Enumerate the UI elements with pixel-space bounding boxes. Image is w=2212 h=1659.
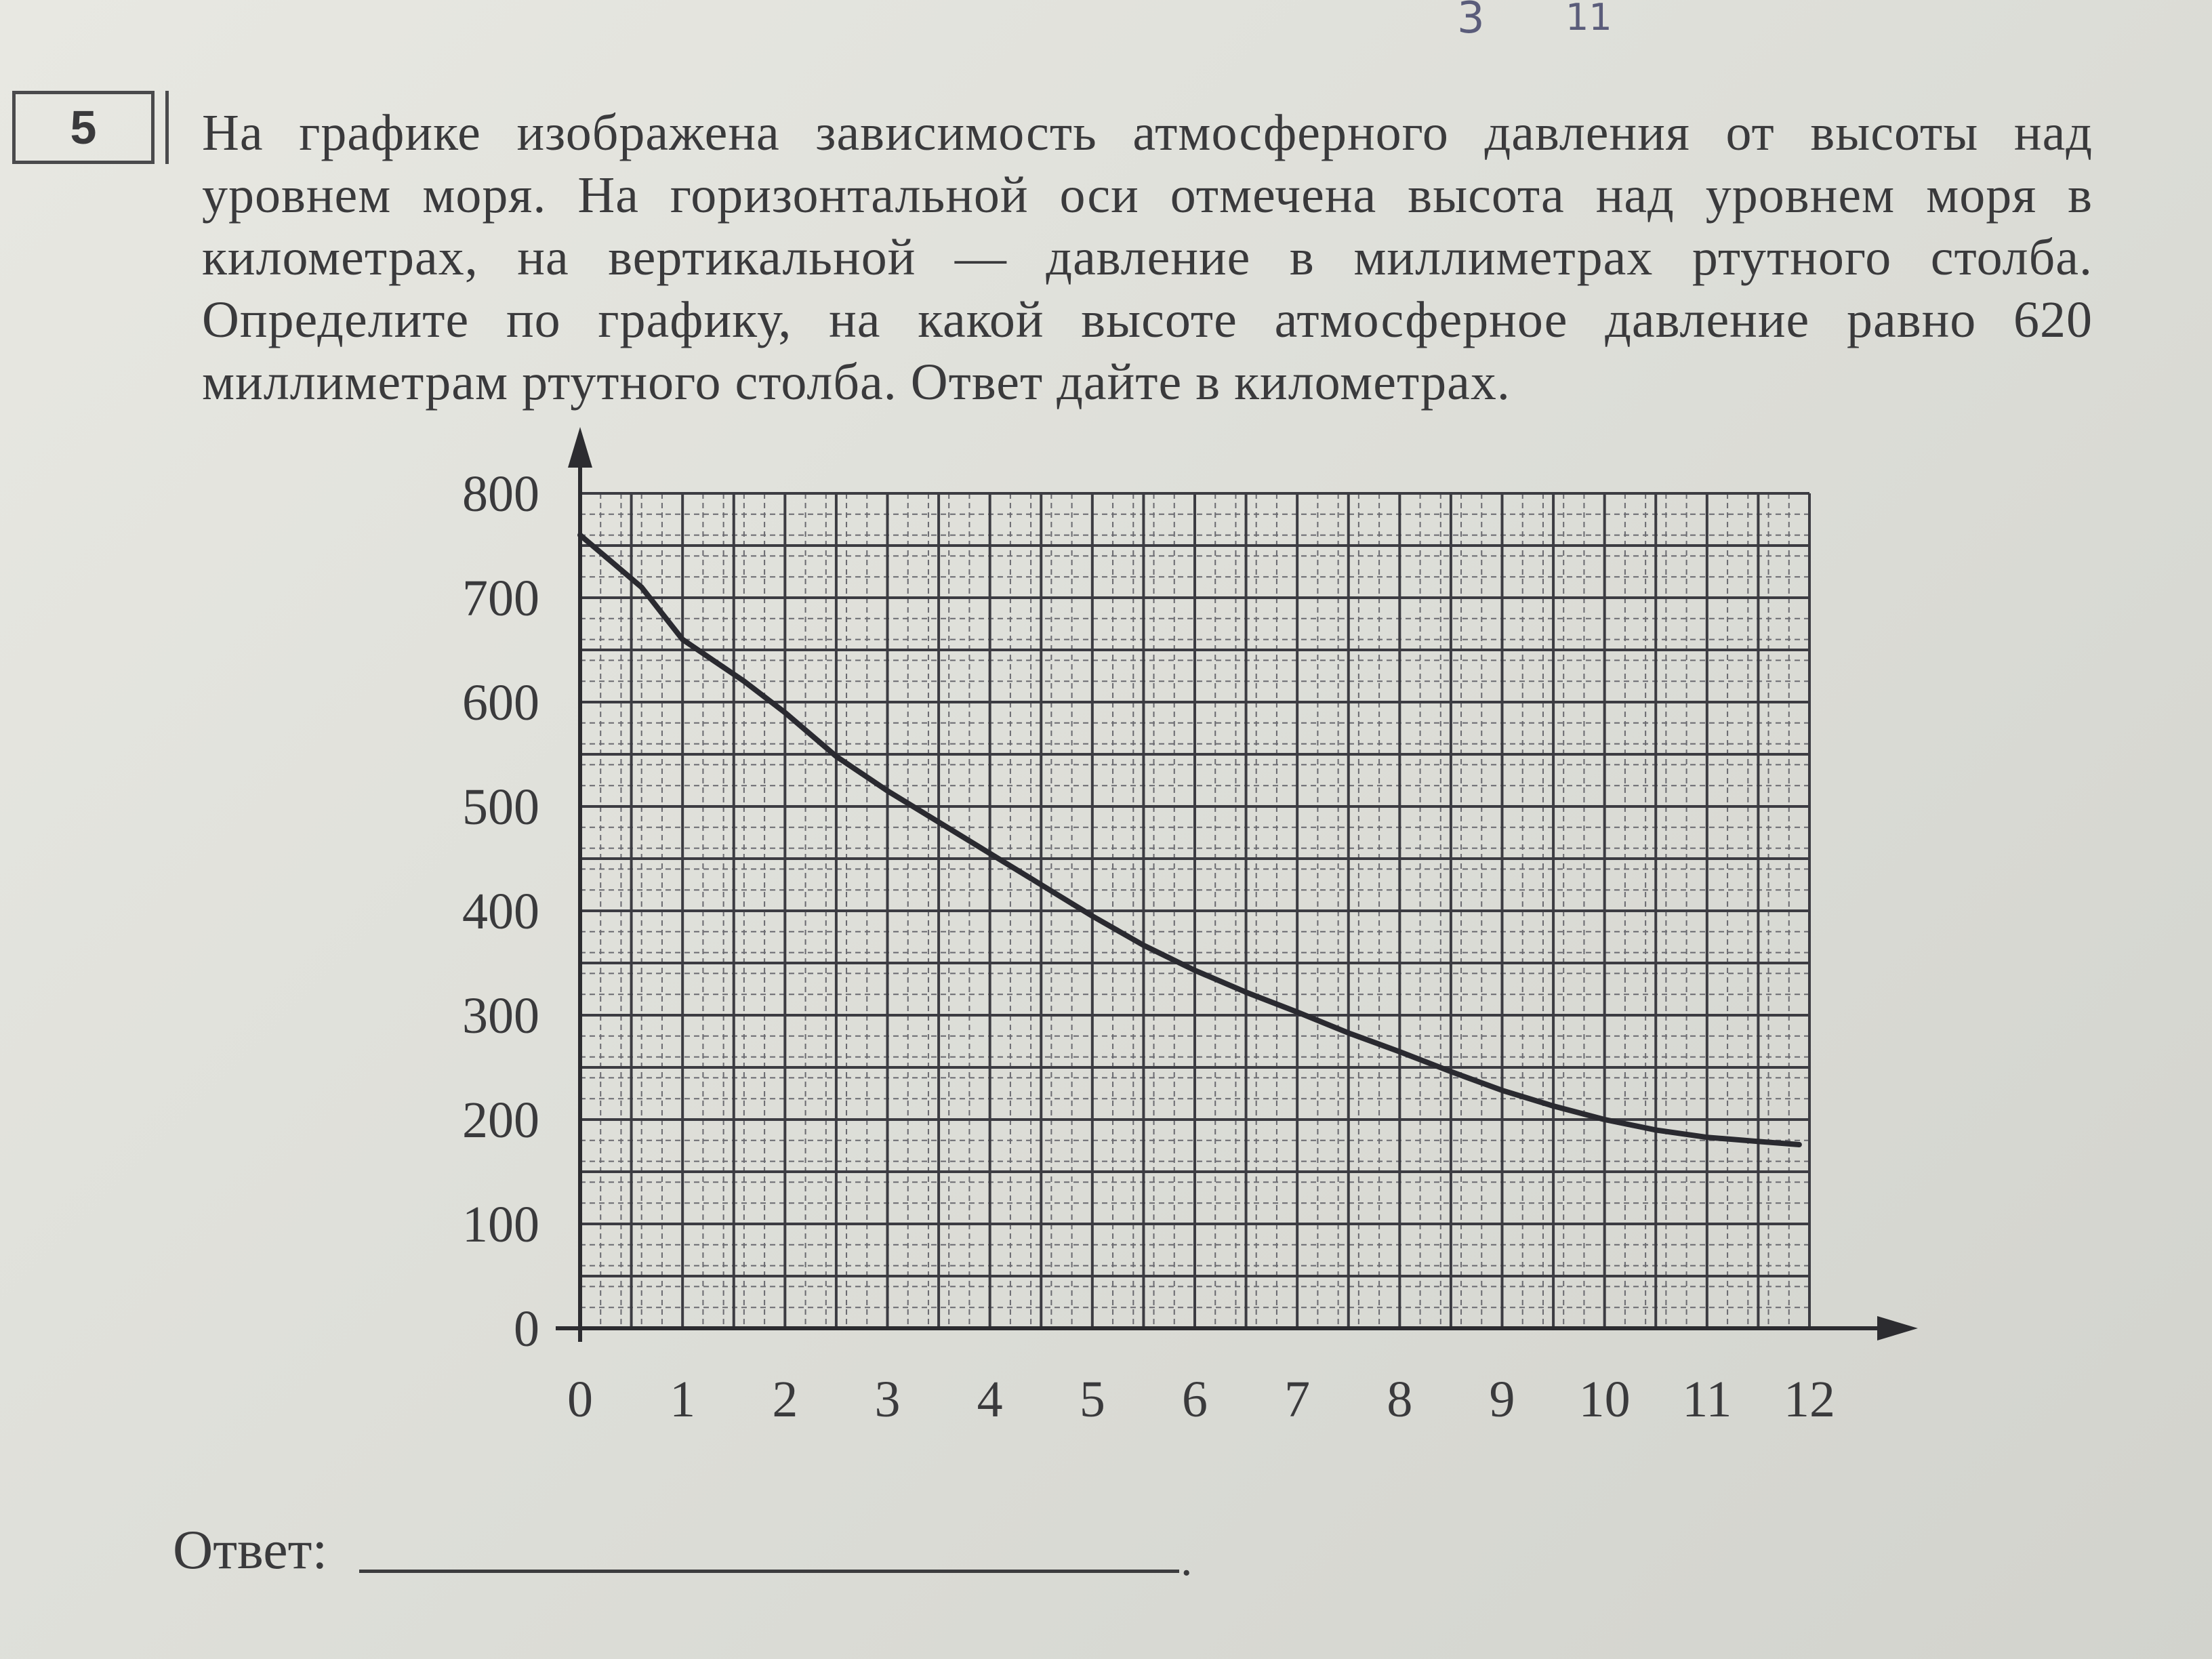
axes (556, 427, 1918, 1342)
x-tick-label: 4 (977, 1371, 1003, 1428)
task-number: 5 (12, 91, 155, 164)
x-tick-labels (567, 1371, 1835, 1428)
x-tick-label: 6 (1182, 1371, 1208, 1428)
y-tick-label: 400 (462, 883, 539, 940)
y-tick-label: 100 (462, 1196, 539, 1253)
y-tick-label: 700 (462, 570, 539, 627)
x-tick-label: 3 (874, 1371, 901, 1428)
x-tick-label: 9 (1489, 1371, 1515, 1428)
answer-label: Ответ: (173, 1519, 328, 1580)
answer-line[interactable] (359, 1570, 1179, 1573)
y-tick-label: 800 (462, 466, 539, 523)
x-tick-label: 8 (1387, 1371, 1413, 1428)
y-tick-labels (462, 466, 539, 1357)
y-axis-arrow (568, 427, 592, 468)
x-tick-label: 12 (1784, 1371, 1835, 1428)
x-tick-label: 0 (567, 1371, 593, 1428)
handwritten-mark-1: 3 (1457, 0, 1485, 43)
answer-end-dot: . (1181, 1534, 1193, 1586)
y-tick-label: 500 (462, 779, 539, 836)
x-tick-label: 11 (1682, 1371, 1732, 1428)
problem-text: На графике изображена зависимость атмосферного давления от высоты над уровнем моря. На горизонтальной оси отмечена высота над уровнем моря в километрах, на вертикальной — давление в миллиметрах ртутного столба. Определите по графику, на какой высоте атмосферное давление равно 620 миллиметрам ртутного столба. Ответ дайте в километрах. (202, 104, 2093, 411)
x-axis-arrow (1877, 1316, 1918, 1340)
handwritten-mark-2: 11 (1565, 0, 1612, 39)
x-tick-label: 5 (1079, 1371, 1105, 1428)
x-tick-label: 1 (670, 1371, 696, 1428)
x-tick-label: 10 (1578, 1371, 1631, 1428)
x-tick-label: 2 (772, 1371, 798, 1428)
y-tick-label: 300 (462, 987, 539, 1044)
x-tick-label: 7 (1284, 1371, 1311, 1428)
series-group (580, 535, 1799, 1145)
series-line-pressure (580, 535, 1799, 1145)
y-tick-label: 600 (462, 674, 539, 731)
y-tick-label: 0 (514, 1300, 539, 1357)
y-tick-label: 200 (462, 1092, 539, 1149)
